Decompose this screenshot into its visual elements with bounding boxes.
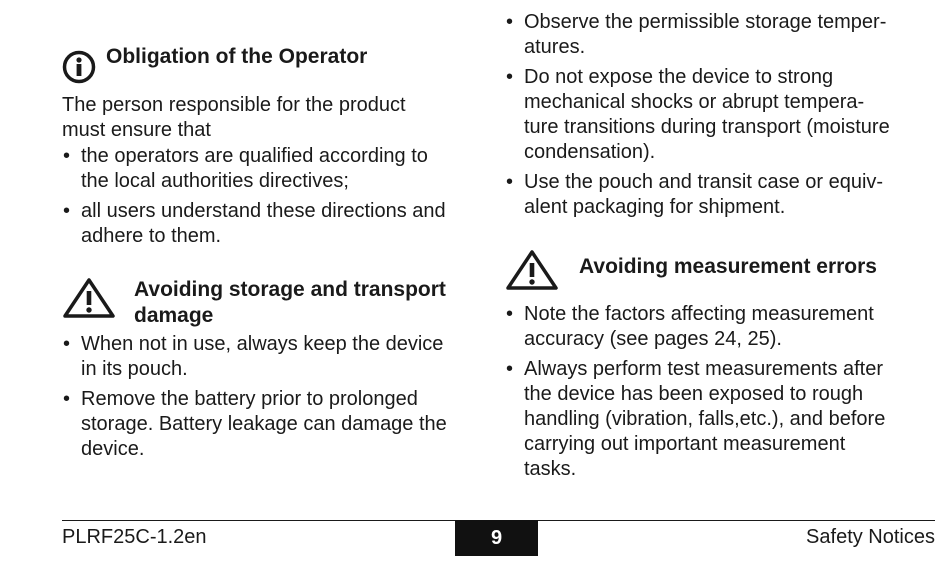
list-item: • Always perform test measurements after the device has been exposed to rough handling (vibration, falls,etc.), and before carrying out important measurement tasks. xyxy=(505,357,935,482)
obligation-heading xyxy=(62,44,367,84)
storage-bullets xyxy=(62,332,487,467)
footer-doc-code: PLRF25C-1.2en xyxy=(62,526,207,548)
info-icon xyxy=(62,50,96,84)
list-item: • When not in use, always keep the device in its pouch. xyxy=(62,332,487,382)
storage-title: Avoiding storage and transport damage xyxy=(134,278,446,327)
list-item: • all users understand these directions and adhere to them. xyxy=(62,199,487,249)
list-item: • Note the factors affecting measurement accuracy (see pages 24, 25). xyxy=(505,302,935,352)
measurement-heading xyxy=(505,249,877,291)
obligation-intro: The person responsible for the product must ensure that xyxy=(62,94,406,141)
list-item: • Observe the permissible storage temper- atures. xyxy=(505,10,935,60)
transport-bullets xyxy=(505,10,935,225)
measurement-title: Avoiding measurement errors xyxy=(579,255,877,278)
measurement-bullets xyxy=(505,302,935,487)
warning-icon xyxy=(62,277,116,319)
storage-heading xyxy=(62,277,446,329)
list-item: • Remove the battery prior to prolonged storage. Battery leakage can damage the device. xyxy=(62,387,487,462)
footer-section: Safety Notices xyxy=(806,526,935,548)
list-item: • Use the pouch and transit case or equiv- alent packaging for shipment. xyxy=(505,170,935,220)
obligation-title: Obligation of the Operator xyxy=(106,45,368,68)
page-number: 9 xyxy=(455,520,538,556)
obligation-bullets xyxy=(62,144,487,254)
list-item: • the operators are qualified according to the local authorities directives; xyxy=(62,144,487,194)
list-item: • Do not expose the device to strong mechanical shocks or abrupt tempera- ture transitions during transport (moisture condensation). xyxy=(505,65,935,165)
warning-icon xyxy=(505,249,559,291)
